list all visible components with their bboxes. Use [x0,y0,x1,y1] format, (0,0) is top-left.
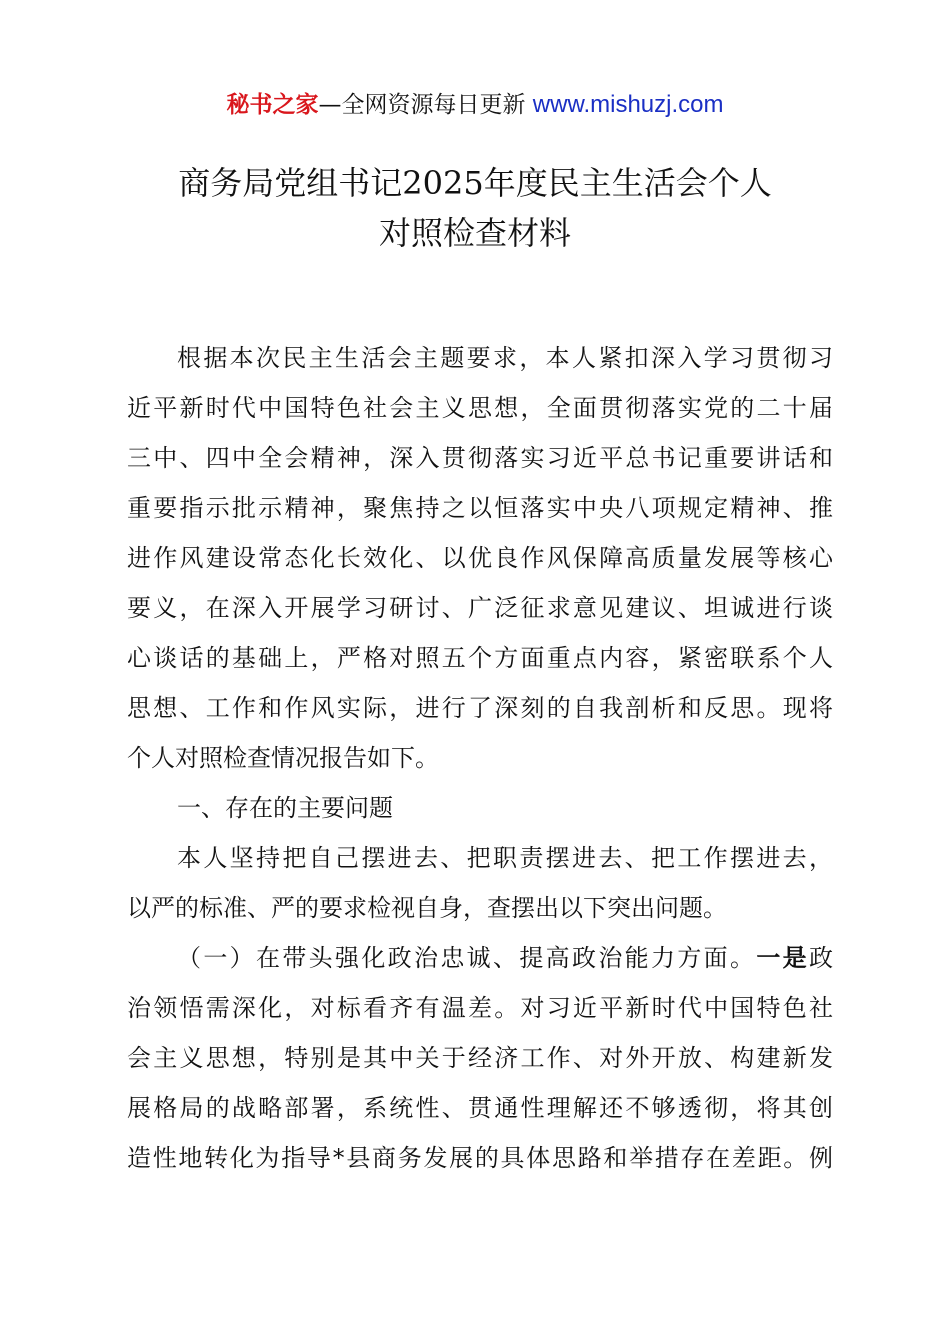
paragraph1-line: 根据本次民主生活会主题要求，本人紧扣深入学习贯彻习 [177,344,833,372]
title-line-1: 商务局党组书记2025年度民主生活会个人 [178,164,772,202]
document-body [127,333,833,1183]
watermark-header [0,88,950,122]
paragraph3-line-tail: 政 [809,944,834,972]
header-tagline: —全网资源每日更新 [318,92,526,118]
paragraph3-line: 造性地转化为指导*县商务发展的具体思路和举措存在差距。例 [127,1144,833,1172]
paragraph1-line: 三中、四中全会精神，深入贯彻落实习近平总书记重要讲话和 [127,444,833,472]
paragraph3-line: 展格局的战略部署，系统性、贯通性理解还不够透彻，将其创 [127,1094,833,1122]
paragraph2-line: 以严的标准、严的要求检视自身，查摆出以下突出问题。 [127,894,727,922]
paragraph1-line: 进作风建设常态化长效化、以优良作风保障高质量发展等核心 [127,544,833,572]
site-url-link[interactable]: www.mishuzj.com [532,91,724,118]
paragraph2-line: 本人坚持把自己摆进去、把职责摆进去、把工作摆进去， [177,844,833,872]
paragraph1-line: 近平新时代中国特色社会主义思想，全面贯彻落实党的二十届 [127,394,833,422]
paragraph1-line: 思想、工作和作风实际，进行了深刻的自我剖析和反思。现将 [127,694,833,722]
emphasis-label: 一是 [756,944,810,972]
subsection-heading: （一）在带头强化政治忠诚、提高政治能力方面。 [177,944,757,972]
paragraph1-line: 心谈话的基础上，严格对照五个方面重点内容，紧密联系个人 [127,644,833,672]
paragraph3-line: 会主义思想，特别是其中关于经济工作、对外开放、构建新发 [127,1044,833,1072]
paragraph1-line: 要义，在深入开展学习研讨、广泛征求意见建议、坦诚进行谈 [127,594,833,622]
paragraph1-line: 重要指示批示精神，聚焦持之以恒落实中央八项规定精神、推 [127,494,833,522]
title-line-2: 对照检查材料 [378,214,571,252]
paragraph3-line [127,933,833,983]
document-title [0,158,950,258]
section-heading: 一、存在的主要问题 [177,794,393,822]
paragraph3-line: 治领悟需深化，对标看齐有温差。对习近平新时代中国特色社 [127,994,833,1022]
brand-name: 秘书之家 [226,92,319,118]
paragraph1-line: 个人对照检查情况报告如下。 [127,744,439,772]
